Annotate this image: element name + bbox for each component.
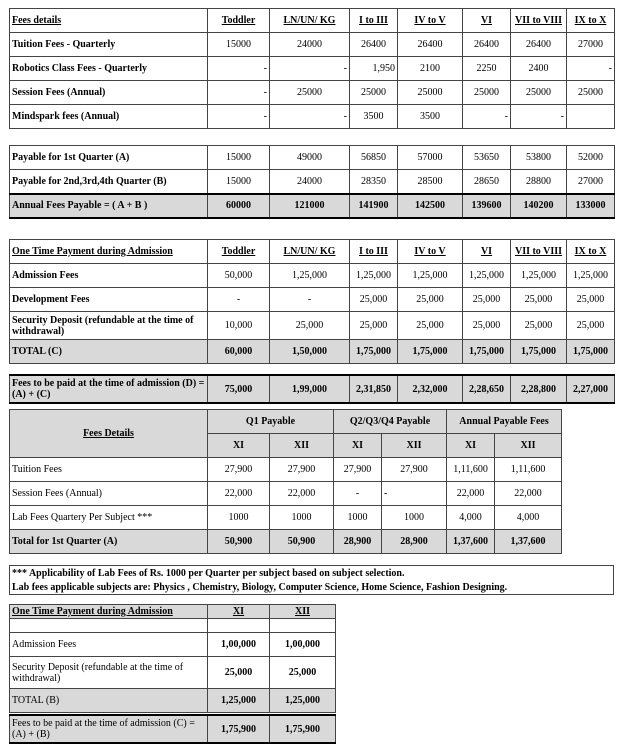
cell: 3500 (398, 105, 463, 129)
table-row (10, 312, 615, 340)
cell: 1,11,600 (495, 458, 562, 482)
row-label: TOTAL (B) (10, 689, 208, 713)
total-row (10, 689, 336, 713)
cell: 1,25,000 (350, 264, 398, 288)
col-header: I to III (350, 9, 398, 33)
cell: 25000 (270, 81, 350, 105)
cell: 25,000 (463, 288, 511, 312)
col-header: XII (270, 434, 334, 458)
senior-fees-table (9, 409, 562, 554)
table-row (10, 657, 336, 689)
row-label: TOTAL (C) (10, 340, 208, 364)
cell: 140200 (511, 194, 567, 218)
cell: 10,000 (208, 312, 270, 340)
cell: 15000 (208, 146, 270, 170)
cell: 27,900 (208, 458, 270, 482)
row-label: Robotics Class Fees - Quarterly (10, 57, 208, 81)
row-label: Total for 1st Quarter (A) (10, 530, 208, 554)
cell: - (567, 57, 615, 81)
cell: 25,000 (350, 312, 398, 340)
spacer-row (10, 619, 336, 633)
cell: 27000 (567, 33, 615, 57)
col-header: LN/UN/ KG (270, 9, 350, 33)
row-label: Tuition Fees (10, 458, 208, 482)
cell: 22,000 (208, 482, 270, 506)
col-header: I to III (350, 240, 398, 264)
cell: 2,31,850 (350, 375, 398, 403)
col-header: One Time Payment during Admission (10, 605, 208, 619)
cell: 1,99,000 (270, 375, 350, 403)
cell: 75,000 (208, 375, 270, 403)
cell: 25,000 (567, 288, 615, 312)
fees-table (9, 8, 615, 129)
cell: 1,75,000 (463, 340, 511, 364)
col-header: IV to V (398, 240, 463, 264)
cell: - (270, 57, 350, 81)
col-header: IX to X (567, 9, 615, 33)
cell: 25000 (350, 81, 398, 105)
cell: 2,28,800 (511, 375, 567, 403)
total-row (10, 530, 562, 554)
col-header: LN/UN/ KG (270, 240, 350, 264)
col-header: One Time Payment during Admission (10, 240, 208, 264)
row-label: Fees to be paid at the time of admission (C) = (A) + (B) (10, 715, 208, 743)
cell: 1,00,000 (270, 633, 336, 657)
cell: 1,00,000 (208, 633, 270, 657)
col-header: Toddler (208, 9, 270, 33)
cell: 1,25,000 (270, 689, 336, 713)
table-row (10, 146, 615, 170)
row-label: Admission Fees (10, 633, 208, 657)
cell: 1,950 (350, 57, 398, 81)
admission-due-table (9, 374, 615, 404)
cell: - (511, 105, 567, 129)
col-header: XI (208, 605, 270, 619)
cell: 28,900 (382, 530, 447, 554)
cell (567, 105, 615, 129)
cell: 49000 (270, 146, 350, 170)
table-row (10, 482, 562, 506)
cell: 25000 (567, 81, 615, 105)
cell: - (270, 288, 350, 312)
cell: 25,000 (567, 312, 615, 340)
cell: 26400 (350, 33, 398, 57)
cell: - (208, 288, 270, 312)
cell: 139600 (463, 194, 511, 218)
cell: 1,25,000 (398, 264, 463, 288)
cell: 52000 (567, 146, 615, 170)
cell: 141900 (350, 194, 398, 218)
cell: 53800 (511, 146, 567, 170)
row-label: Tuition Fees - Quarterly (10, 33, 208, 57)
cell: 1,11,600 (447, 458, 495, 482)
cell: 2,32,000 (398, 375, 463, 403)
table-row (10, 506, 562, 530)
cell: 1,75,000 (567, 340, 615, 364)
row-label: Session Fees (Annual) (10, 81, 208, 105)
senior-header-row (10, 410, 562, 434)
cell: 50,900 (208, 530, 270, 554)
row-label: Mindspark fees (Annual) (10, 105, 208, 129)
cell: 53650 (463, 146, 511, 170)
cell: - (270, 105, 350, 129)
cell: - (463, 105, 511, 129)
cell: 1000 (208, 506, 270, 530)
cell: 56850 (350, 146, 398, 170)
cell: 24000 (270, 33, 350, 57)
cell: 2400 (511, 57, 567, 81)
cell: 25000 (511, 81, 567, 105)
cell: 1,75,900 (208, 715, 270, 743)
table-row (10, 33, 615, 57)
col-header: VII to VIII (511, 9, 567, 33)
row-label: Annual Fees Payable = ( A + B ) (10, 194, 208, 218)
cell: 25,000 (398, 312, 463, 340)
col-header: XI (208, 434, 270, 458)
cell: 25,000 (511, 288, 567, 312)
cell: 142500 (398, 194, 463, 218)
cell: 133000 (567, 194, 615, 218)
col-header: VI (463, 240, 511, 264)
cell: 28350 (350, 170, 398, 194)
cell: 1,25,000 (567, 264, 615, 288)
cell: 60,000 (208, 340, 270, 364)
total-row (10, 375, 615, 403)
cell: 57000 (398, 146, 463, 170)
cell: 25,000 (270, 312, 350, 340)
col-header: XI (334, 434, 382, 458)
cell: 3500 (350, 105, 398, 129)
table-row (10, 633, 336, 657)
col-header: XII (270, 605, 336, 619)
total-row (10, 340, 615, 364)
cell: 2100 (398, 57, 463, 81)
cell: 121000 (270, 194, 350, 218)
cell: 28650 (463, 170, 511, 194)
cell: 1000 (382, 506, 447, 530)
cell: 22,000 (495, 482, 562, 506)
note-line-2: Lab fees applicable subjects are: Physics , Chemistry, Biology, Computer Science, Home Science, Fashion Designing. (12, 582, 508, 593)
table-row (10, 57, 615, 81)
note-line-1: *** Applicability of Lab Fees of Rs. 1000 per Quarter per subject based on subject selection. (12, 568, 405, 579)
row-label: Lab Fees Quartery Per Subject *** (10, 506, 208, 530)
col-header: VII to VIII (511, 240, 567, 264)
col-header: IX to X (567, 240, 615, 264)
cell: 1,25,000 (511, 264, 567, 288)
cell: 2250 (463, 57, 511, 81)
cell: - (382, 482, 447, 506)
cell: 2,28,650 (463, 375, 511, 403)
cell: 1,75,000 (511, 340, 567, 364)
cell: 27,900 (382, 458, 447, 482)
cell: 50,000 (208, 264, 270, 288)
total-row (10, 715, 336, 743)
cell: 22,000 (447, 482, 495, 506)
cell: 24000 (270, 170, 350, 194)
cell: 27,900 (270, 458, 334, 482)
cell: 27,900 (334, 458, 382, 482)
cell: 1,75,900 (270, 715, 336, 743)
onetime-table (9, 239, 615, 364)
cell: 15000 (208, 170, 270, 194)
group-header: Annual Payable Fees (447, 410, 562, 434)
row-label: Payable for 1st Quarter (A) (10, 146, 208, 170)
cell: 1,75,000 (350, 340, 398, 364)
lab-fees-note (9, 565, 614, 595)
cell: 1,37,600 (495, 530, 562, 554)
cell: 25,000 (511, 312, 567, 340)
cell: 15000 (208, 33, 270, 57)
cell: 26400 (511, 33, 567, 57)
cell: 1,50,000 (270, 340, 350, 364)
row-label: Security Deposit (refundable at the time of withdrawal) (10, 657, 208, 689)
cell: 26400 (463, 33, 511, 57)
cell: 25,000 (398, 288, 463, 312)
cell: - (334, 482, 382, 506)
cell: 60000 (208, 194, 270, 218)
senior-onetime-table (9, 604, 336, 713)
cell: 1,25,000 (208, 689, 270, 713)
cell: 25,000 (270, 657, 336, 689)
cell: 1,37,600 (447, 530, 495, 554)
cell: 1000 (270, 506, 334, 530)
table-row (10, 288, 615, 312)
col-header: XI (447, 434, 495, 458)
cell: 26400 (398, 33, 463, 57)
row-label: Admission Fees (10, 264, 208, 288)
col-header: XII (495, 434, 562, 458)
row-label: Development Fees (10, 288, 208, 312)
row-label: Fees to be paid at the time of admission (D) = (A) + (C) (10, 375, 208, 403)
col-header: Toddler (208, 240, 270, 264)
col-header: IV to V (398, 9, 463, 33)
onetime-header-row (10, 240, 615, 264)
table-row (10, 458, 562, 482)
fees-header-row (10, 9, 615, 33)
cell: 1,25,000 (463, 264, 511, 288)
cell: - (208, 105, 270, 129)
cell: 2,27,000 (567, 375, 615, 403)
cell: 28,900 (334, 530, 382, 554)
col-header: Fees details (10, 9, 208, 33)
total-row (10, 194, 615, 218)
cell: 25,000 (208, 657, 270, 689)
cell: 25000 (398, 81, 463, 105)
cell: 22,000 (270, 482, 334, 506)
group-header: Q2/Q3/Q4 Payable (334, 410, 447, 434)
col-header: XII (382, 434, 447, 458)
table-row (10, 170, 615, 194)
cell: 28800 (511, 170, 567, 194)
cell: 1,25,000 (270, 264, 350, 288)
row-label: Payable for 2nd,3rd,4th Quarter (B) (10, 170, 208, 194)
payable-table (9, 145, 615, 219)
cell: 1000 (334, 506, 382, 530)
table-row (10, 81, 615, 105)
cell: - (208, 57, 270, 81)
col-header: VI (463, 9, 511, 33)
senior-onetime-header-row (10, 605, 336, 619)
cell: 28500 (398, 170, 463, 194)
cell: 50,900 (270, 530, 334, 554)
cell: 4,000 (447, 506, 495, 530)
cell: 25000 (463, 81, 511, 105)
cell: 4,000 (495, 506, 562, 530)
cell: - (208, 81, 270, 105)
group-header: Q1 Payable (208, 410, 334, 434)
table-row (10, 264, 615, 288)
cell: 1,75,000 (398, 340, 463, 364)
row-label: Session Fees (Annual) (10, 482, 208, 506)
cell: 25,000 (350, 288, 398, 312)
senior-due-table (9, 714, 336, 744)
cell: 25,000 (463, 312, 511, 340)
row-label: Security Deposit (refundable at the time of withdrawal) (10, 312, 208, 340)
table-row (10, 105, 615, 129)
cell: 27000 (567, 170, 615, 194)
col-header: Fees Details (10, 410, 208, 458)
